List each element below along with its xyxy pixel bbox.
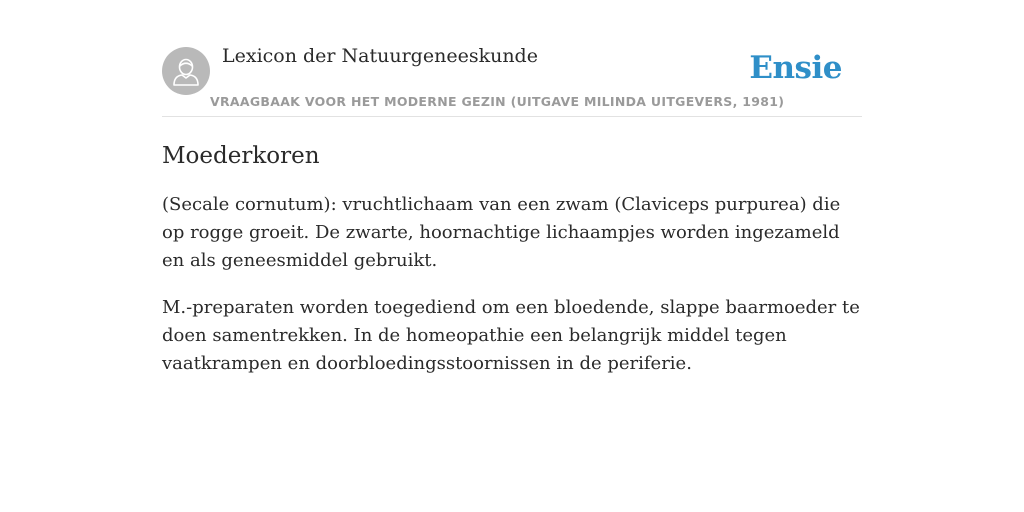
source-title[interactable]: Lexicon der Natuurgeneeskunde	[222, 45, 538, 67]
user-silhouette-icon	[162, 47, 210, 95]
source-header	[162, 0, 862, 117]
brand-logo[interactable]: Ensie	[749, 50, 842, 86]
entry-title: Moederkoren	[162, 143, 320, 169]
entry-paragraph: M.-preparaten worden toegediend om een bloedende, slappe baarmoeder te doen samentrekken. In de homeopathie een belangrijk middel tegen vaatkrampen en doorbloedingsstoornissen in de periferie.	[162, 297, 860, 374]
source-subtitle: VRAAGBAAK VOOR HET MODERNE GEZIN (UITGAVE MILINDA UITGEVERS, 1981)	[210, 94, 785, 109]
entry-paragraph: (Secale cornutum): vruchtlichaam van een zwam (Claviceps purpurea) die op rogge groeit. De zwarte, hoornachtige lichaampjes worden ingezameld en als geneesmiddel gebruikt.	[162, 194, 841, 271]
avatar[interactable]	[162, 47, 210, 95]
page-content	[162, 0, 862, 378]
